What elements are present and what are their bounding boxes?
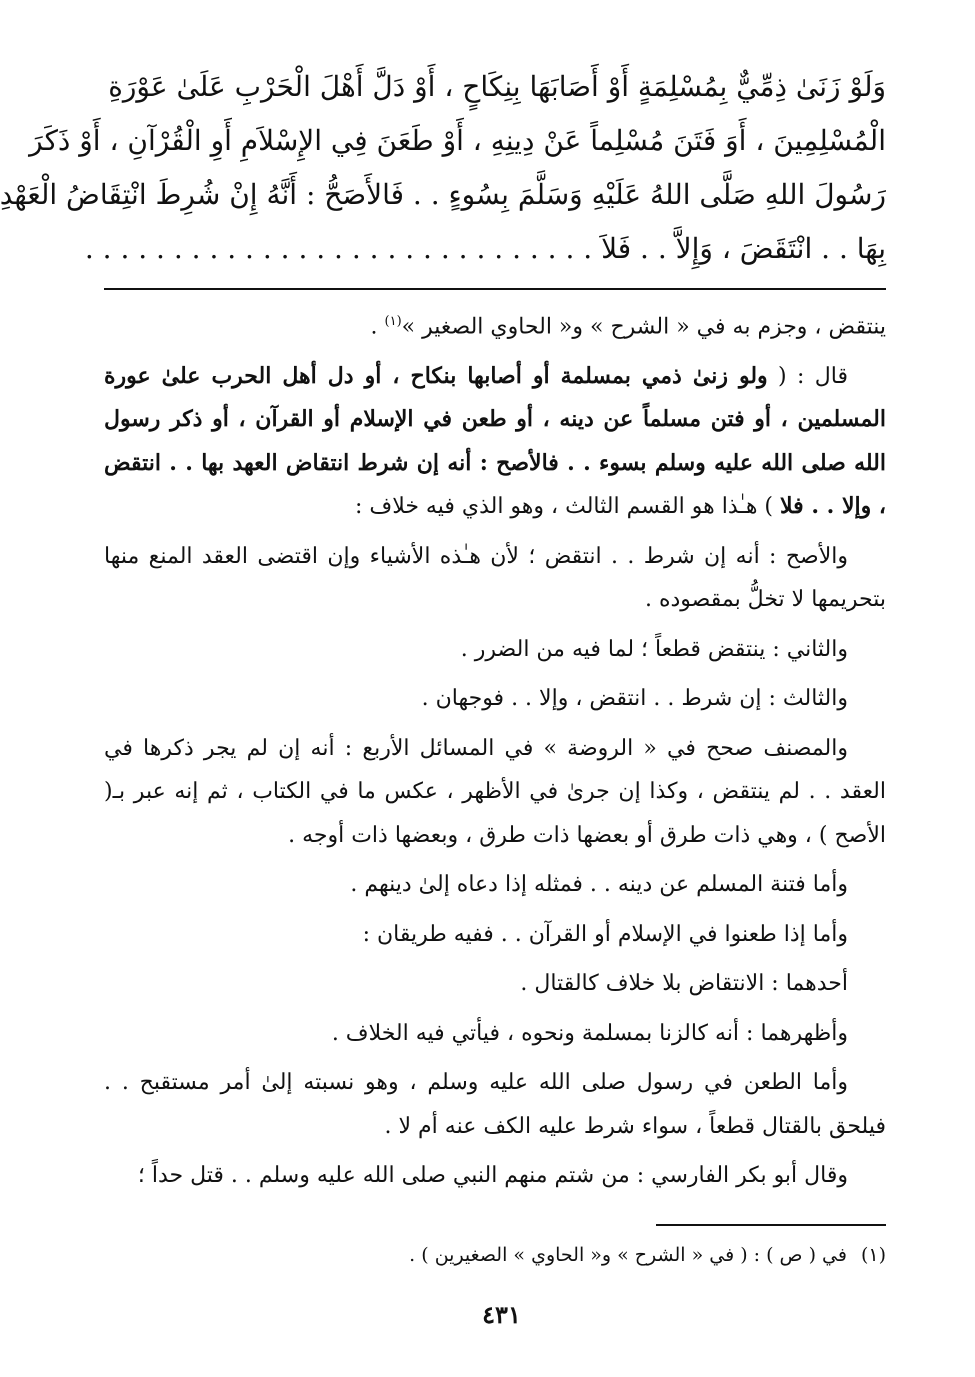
commentary-p2-end: ) هـٰذا هو القسم الثالث ، وهو الذي فيه خلاف :: [354, 494, 781, 520]
commentary-paragraph-8: وأما إذا طعنوا في الإسلام أو القرآن . . ففيه طريقان :: [362, 921, 848, 947]
commentary-paragraph-4: والثاني : ينتقض قطعاً ؛ لما فيه من الضرر .: [460, 636, 848, 662]
footnote-number: (١): [860, 1243, 886, 1266]
commentary-paragraph-11: وأما الطعن في رسول صلى الله عليه وسلم ، وهو نسبته إلىٰ أمر مستقبح . . فيلحق بالقتال قطعاً ، سواء شرط عليه الكف عنه أم لا .: [104, 1070, 886, 1139]
commentary-paragraph-7: وأما فتنة المسلم عن دينه . . فمثله إذا دعاه إلىٰ دينهم .: [350, 872, 848, 898]
matn-line-3: رَسُولَ اللهِ صَلَّى اللهُ عَلَيْهِ وَسَلَّمَ بِسُوءٍ . . فَالأَصَحُّ : أَنَّهُ إِنْ شُرِطَ انْتِقَاضُ الْعَهْدِ: [0, 178, 886, 211]
page-number: ٤٣١: [482, 1300, 521, 1329]
commentary-paragraph-9: أحدهما : الانتقاض بلا خلاف كالقتال .: [520, 971, 848, 997]
commentary-paragraph-10: وأظهرهما : أنه كالزنا بمسلمة ونحوه ، فيأتي فيه الخلاف .: [331, 1020, 848, 1046]
matn-line-4: بِهَا . . انْتَقَضَ ، وَإِلاَّ . . فَلاَ . . . . . . . . . . . . . . . . . . . . . . . . . . . . .: [84, 232, 886, 265]
commentary-paragraph-6: والمصنف صحح في « الروضة » في المسائل الأربع : أنه إن لم يجر ذكرها في العقد . . لم ينتقض ، وكذا إن جرىٰ في الأظهر ، عكس ما في الكتاب ، ثم إنه عبر بـ( الأصح ) ، وهي ذات طرق أو بعضها ذات طرق ، وبعضها ذات أوجه .: [104, 735, 886, 848]
matn-line-1: وَلَوْ زَنَىٰ ذِمِّيٌّ بِمُسْلِمَةٍ أَوْ أَصَابَهَا بِنِكَاحٍ ، أَوْ دَلَّ أَهْلَ الْحَرْبِ عَلَىٰ عَوْرَةِ: [108, 70, 886, 103]
footnote: [104, 1240, 886, 1270]
footnote-separator-rule: [656, 1224, 886, 1226]
commentary-p1-text: ينتقض ، وجزم به في « الشرح » و« الحاوي الصغير »: [401, 314, 886, 340]
commentary-paragraph-5: والثالث : إن شرط . . انتقض ، وإلا . . فوجهان .: [421, 686, 848, 712]
book-page: [0, 60, 886, 1360]
matn-separator-rule: [104, 288, 886, 290]
commentary-p2-intro: قال : (: [767, 363, 848, 389]
matn-text: [0, 60, 886, 276]
commentary-paragraph-3: والأصح : أنه إن شرط . . انتقض ؛ لأن هـٰذه الأشياء وإن اقتضى العقد المنع منها بتحريمها لا تخلُّ بمقصوده .: [104, 543, 886, 613]
matn-line-2: الْمُسْلِمِينَ ، أَوَ فَتَنَ مُسْلِماً عَنْ دِينِهِ ، أَوْ طَعَنَ فِي الإِسْلاَمِ أَوِ الْقُرْآنِ ، أَوْ ذَكَرَ: [29, 124, 886, 157]
quoted-matn-bold: ولو زنىٰ ذمي بمسلمة أو أصابها بنكاح ، أو دل أهل الحرب علىٰ عورة المسلمين ، أو فتن مسلماً عن دينه ، أو طعن في الإسلام أو القرآن ، أو ذكر رسول الله صلى الله عليه وسلم بسوء . . فالأصح : أنه إن شرط انتقاض العهد بها . . انتقض ، وإلا . . فلا: [104, 362, 886, 520]
commentary-paragraph-12: وقال أبو بكر الفارسي : من شتم منهم النبي صلى الله عليه وسلم . . قتل حداً ؛: [137, 1163, 848, 1189]
footnote-reference: (١): [384, 314, 402, 329]
commentary-text: [104, 300, 886, 1198]
commentary-paragraph-1: [104, 300, 886, 349]
commentary-paragraph-2: [104, 355, 886, 529]
commentary-p1-end: .: [370, 314, 385, 340]
footnote-text: في ( ص ) : ( في « الشرح » و« الحاوي » الصغيرين ) .: [409, 1243, 847, 1266]
